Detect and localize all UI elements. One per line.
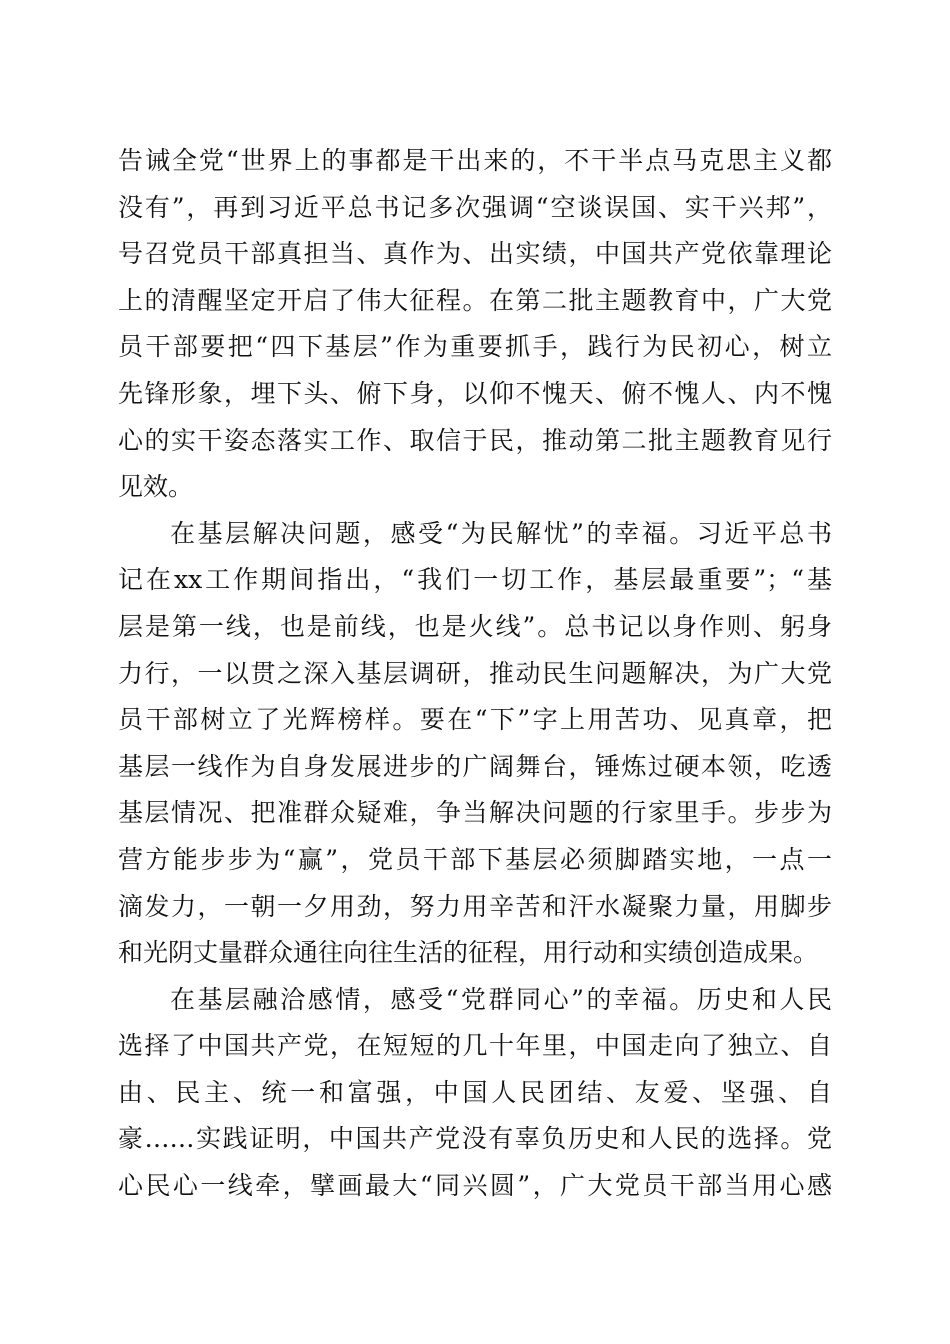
text-line: 由、民主、统一和富强，中国人民团结、友爱、坚强、自 — [118, 1077, 832, 1107]
text-line: 告诫全党“世界上的事都是干出来的，不干半点马克思主义都 — [118, 146, 832, 175]
paragraph-2 — [118, 511, 832, 977]
text-line: 心民心一线牵，擘画最大“同兴圆”，广大党员干部当用心感 — [118, 1171, 832, 1201]
text-line: 号召党员干部真担当、真作为、出实绩，中国共产党依靠理论 — [118, 239, 832, 269]
text-line: 上的清醒坚定开启了伟大征程。在第二批主题教育中，广大党 — [118, 285, 832, 315]
text-line: 员干部树立了光辉榜样。要在“下”字上用苦功、见真章，把 — [118, 705, 832, 735]
text-line: 在基层融洽感情，感受“党群同心”的幸福。历史和人民 — [170, 984, 832, 1014]
text-line: 记在xx工作期间指出，“我们一切工作，基层最重要”；“基 — [118, 565, 832, 595]
text-line: 先锋形象，埋下头、俯下身，以仰不愧天、俯不愧人、内不愧 — [118, 378, 832, 408]
text-line: 心的实干姿态落实工作、取信于民，推动第二批主题教育见行 — [118, 425, 832, 455]
text-line: 在基层解决问题，感受“为民解忧”的幸福。习近平总书 — [170, 518, 832, 548]
paragraph-3 — [118, 977, 832, 1210]
text-line: 见效。 — [118, 472, 194, 502]
text-line: 员干部要把“四下基层”作为重要抓手，践行为民初心，树立 — [118, 332, 832, 362]
text-line: 营方能步步为“赢”，党员干部下基层必须脚踏实地，一点一 — [118, 844, 832, 874]
text-line: 基层一线作为自身发展进步的广阔舞台，锤炼过硬本领，吃透 — [118, 751, 832, 781]
text-line: 没有”，再到习近平总书记多次强调“空谈误国、实干兴邦”， — [118, 192, 832, 222]
text-line: 力行，一以贯之深入基层调研，推动民生问题解决，为广大党 — [118, 658, 832, 688]
document-body — [118, 138, 832, 1210]
text-line: 层是第一线，也是前线，也是火线”。总书记以身作则、躬身 — [118, 611, 832, 641]
text-line: 豪……实践证明，中国共产党没有辜负历史和人民的选择。党 — [118, 1124, 832, 1154]
paragraph-1 — [118, 138, 832, 511]
text-line: 选择了中国共产党，在短短的几十年里，中国走向了独立、自 — [118, 1031, 832, 1061]
text-line: 和光阴丈量群众通往向往生活的征程，用行动和实绩创造成果。 — [118, 938, 819, 968]
text-line: 基层情况、把准群众疑难，争当解决问题的行家里手。步步为 — [118, 798, 832, 828]
text-line: 滴发力，一朝一夕用劲，努力用辛苦和汗水凝聚力量，用脚步 — [118, 891, 832, 921]
